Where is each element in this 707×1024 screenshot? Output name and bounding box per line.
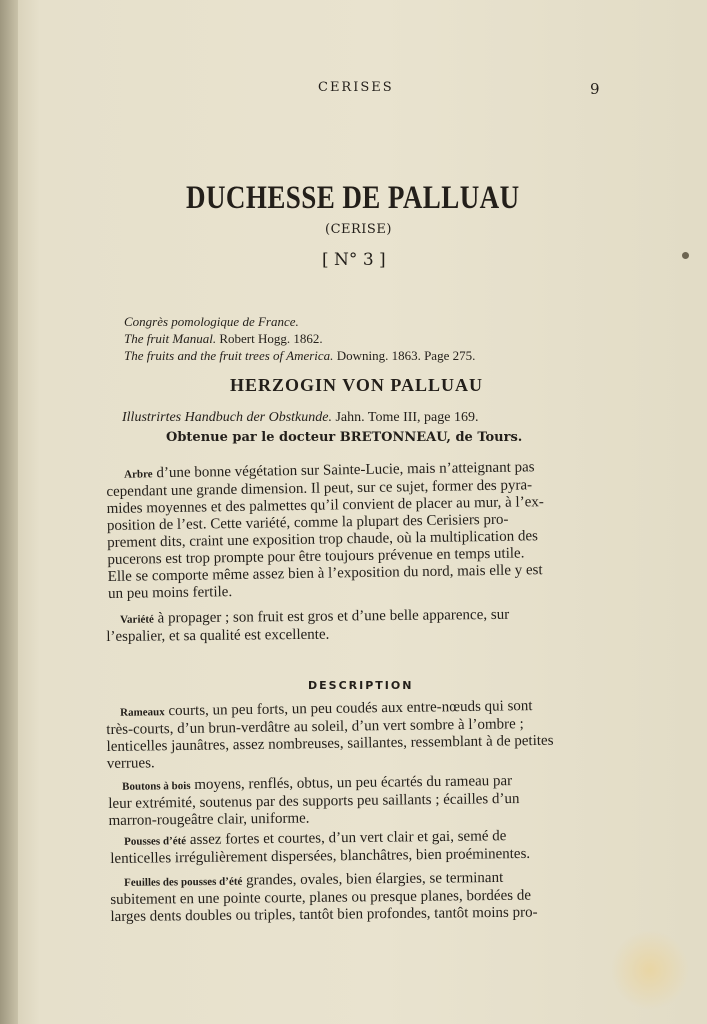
- rameaux-paragraph: Rameaux courts, un peu forts, un peu coudés aux entre-nœuds qui sont très-courts, d’un brun-verdâtre au soleil, d’un vert sombre à l’ombre ; lenticelles jaunâtres, assez nombreuses, saillantes, ressemblant à de petites verrues.: [106, 698, 554, 772]
- reference-line: Congrès pomologique de France.: [124, 314, 299, 329]
- entry-number: [ N° 3 ]: [322, 250, 386, 270]
- arbre-paragraph: Arbre d’une bonne végétation sur Sainte-Lucie, mais n’atteignant pas cependant une grande dimension. Il peut, sur ce sujet, former des pyra- mides moyennes et des palmettes qu’il convient de placer au mur, à l’ex- position de l’est. Cette variété, comme la plupart des Cerisiers pro- prement dits, craint une exposition trop chaude, où la multiplication des pucerons est trop prompte pour être toujours prévenue en temps utile. Elle se comporte même assez bien à l’exposition du nord, mais elle y est un peu moins fertile.: [106, 459, 544, 602]
- page-subtitle: (CERISE): [325, 222, 392, 237]
- synonym-heading: HERZOGIN VON PALLUAU: [230, 375, 483, 395]
- running-header: CERISES: [318, 80, 394, 95]
- reference-line: The fruits and the fruit trees of America. Downing. 1863. Page 275.: [124, 348, 476, 363]
- origin-note: Obtenue par le docteur BRETONNEAU, de Tours.: [166, 430, 523, 445]
- page-spine-shadow: [0, 0, 18, 1024]
- variete-paragraph: Variété à propager ; son fruit est gros et d’une belle apparence, sur l’espalier, et sa qualité est excellente.: [106, 606, 510, 645]
- feuilles-paragraph: Feuilles des pousses d’été grandes, ovales, bien élargies, se terminant subitement en une pointe courte, planes ou presque planes, bordées de larges dents doubles ou triples, tantôt bien profondes, tantôt moins pro-: [110, 869, 538, 925]
- paper-stain: [610, 930, 690, 1010]
- synonym-reference: Illustrirtes Handbuch der Obstkunde. Jahn. Tome III, page 169.: [122, 410, 479, 425]
- page-number: 9: [590, 80, 600, 98]
- description-heading: DESCRIPTION: [308, 679, 414, 692]
- boutons-paragraph: Boutons à bois moyens, renflés, obtus, un peu écartés du rameau par leur extrémité, soutenus par des supports peu saillants ; écailles d’un marron-rougeâtre clair, uniforme.: [108, 773, 520, 829]
- page-title: DUCHESSE DE PALLUAU: [186, 180, 520, 216]
- pousses-paragraph: Pousses d’été assez fortes et courtes, d’un vert clair et gai, semé de lenticelles irrégulièrement dispersées, blanchâtres, bien proéminentes.: [110, 828, 531, 867]
- ink-spot: [682, 252, 689, 259]
- reference-line: The fruit Manual. Robert Hogg. 1862.: [124, 331, 323, 346]
